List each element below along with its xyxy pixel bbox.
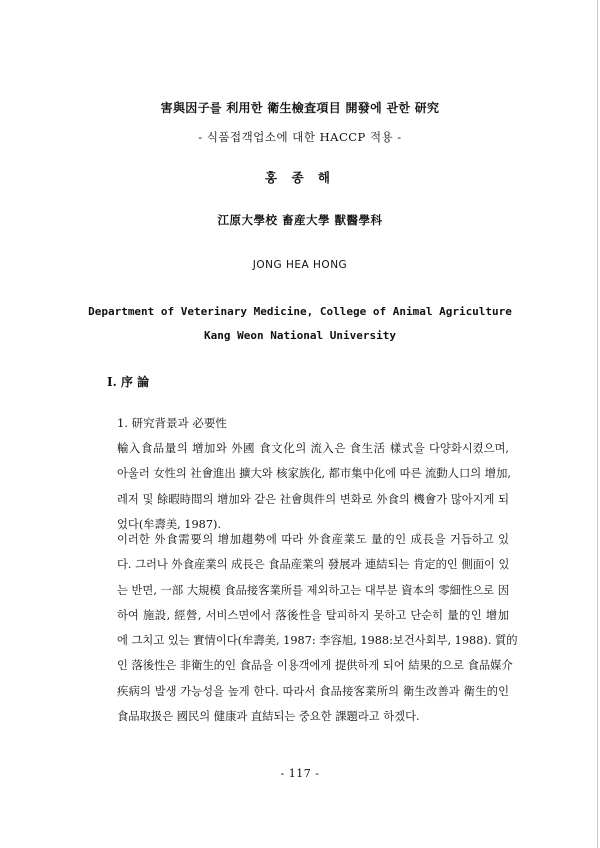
author-name-korean: 홍 종 해	[265, 170, 335, 185]
paragraph-line: 食品取扱은 國民의 健康과 直結되는 중요한 課題라고 하겠다.	[117, 710, 420, 724]
paragraph-line: 는 반면, 一部 大規模 食品接客業所를 제외하고는 대부분 資本의 零細性으로 因	[117, 583, 509, 597]
paragraph-line: 輸入食品量의 增加와 外國 食文化의 流入은 食生活 樣式을 다양화시켰으며,	[117, 442, 509, 455]
paragraph-line: 에 그치고 있는 實情이다(牟壽美, 1987: 李容旭, 1988:보건사회부, 1988). 質的	[117, 634, 518, 648]
paragraph-line: 었다(牟壽美, 1987).	[117, 517, 222, 531]
affiliation-korean: 江原大學校 畜産大學 獸醫學科	[217, 213, 383, 227]
subsection-heading-background: 1. 研究背景과 必要性	[117, 416, 227, 430]
paragraph-line: 이러한 外食需要의 增加趨勢에 따라 外食産業도 量的인 成長을 거듭하고 있	[117, 533, 509, 546]
paragraph-line: 레저 및 餘暇時間의 增加와 같은 社會與件의 변화로 外食의 機會가 많아지게 되	[117, 492, 509, 506]
university-english: Kang Weon National University	[203, 329, 397, 342]
paragraph-line: 아울러 女性의 社會進出 擴大와 核家族化, 都市集中化에 따른 流動人口의 增加,	[117, 467, 511, 481]
paper-subtitle: - 식품접객업소에 대한 HACCP 적용 -	[198, 130, 402, 144]
page-number: - 117 -	[280, 767, 320, 780]
paragraph-line: 다. 그러나 外食産業의 成長은 食品産業의 發展과 連結되는 肯定的인 側面이 있	[117, 558, 510, 572]
paragraph-line: 인 落後性은 非衛生的인 食品을 이용객에게 提供하게 되어 結果的으로 食品媒介	[117, 659, 513, 673]
paragraph-line: 하여 施設, 經營, 서비스면에서 落後性을 탈피하지 못하고 단순히 量的인 增加	[117, 608, 509, 622]
author-name-english: JONG HEA HONG	[252, 259, 348, 271]
body-paragraph	[117, 436, 509, 537]
paragraph-line: 疾病의 발생 가능성을 높게 한다. 따라서 食品接客業所의 衛生改善과 衛生的인	[117, 684, 509, 698]
section-heading-introduction: I. 序 論	[107, 375, 150, 389]
paper-title: 害與因子를 利用한 衛生檢査項目 開發에 관한 研究	[160, 101, 440, 115]
department-english: Department of Veterinary Medicine, College of Animal Agriculture	[88, 305, 512, 318]
body-paragraph	[117, 527, 518, 729]
scan-edge-line	[597, 0, 598, 848]
